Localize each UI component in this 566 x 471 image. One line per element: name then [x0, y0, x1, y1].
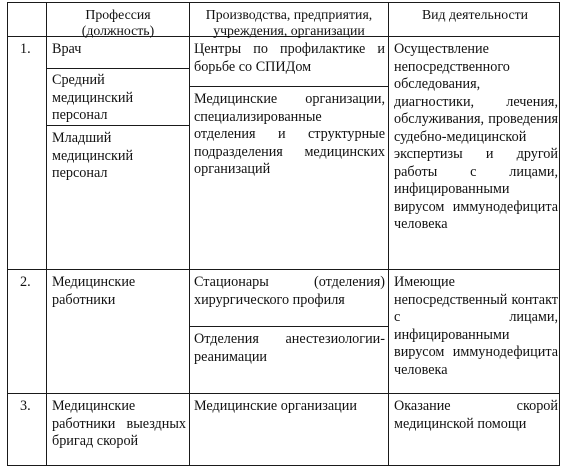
production-cell: Стационары (отделения) хирургического профиля: [194, 274, 385, 308]
column-divider: [189, 3, 190, 465]
profession-cell: Врач: [52, 41, 82, 57]
occupations-table: [7, 2, 560, 466]
activity-cell: Имеющие непосредственный контакт с лицами, инфицированными вирусом иммунодефицита человека: [394, 274, 558, 378]
production-cell: Медицинские организации, специализированные отделения и структурные подразделения медицинских организаций: [194, 91, 385, 177]
header-profession: Профессия (должность): [81, 7, 155, 38]
profession-cell: Медицинские работники выездных бригад скорой: [52, 398, 186, 449]
profession-cell: Средний медицинский персонал: [52, 72, 134, 123]
column-divider: [388, 3, 389, 465]
profession-cell: Медицинские работники: [52, 274, 136, 308]
production-cell: Отделения анестезиологии-реанимации: [194, 331, 385, 365]
production-cell: Медицинские организации: [194, 398, 357, 414]
subrow-divider: [46, 68, 189, 69]
row-divider: [8, 269, 559, 270]
row-number: 2.: [20, 274, 31, 290]
header-production: Производства, предприятия, учреждения, организации: [205, 7, 373, 38]
column-divider: [46, 3, 47, 465]
activity-cell: Оказание скорой медицинской помощи: [394, 398, 558, 432]
subrow-divider: [189, 326, 388, 327]
production-cell: Центры по профилактике и борьбе со СПИДом: [194, 41, 385, 75]
subrow-divider: [189, 86, 388, 87]
header-activity: Вид деятельности: [421, 7, 529, 22]
row-number: 1.: [20, 41, 31, 57]
subrow-divider: [46, 125, 189, 126]
row-number: 3.: [20, 398, 31, 414]
profession-cell: Младший медицинский персонал: [52, 130, 134, 181]
activity-cell: Осуществление непосредственного обследования, диагностики, лечения, обслуживания, проведения судебно-медицинской экспертизы и другой работы с лицами, инфицированными вирусом иммунодефицита человека: [394, 41, 558, 232]
row-divider: [8, 393, 559, 394]
